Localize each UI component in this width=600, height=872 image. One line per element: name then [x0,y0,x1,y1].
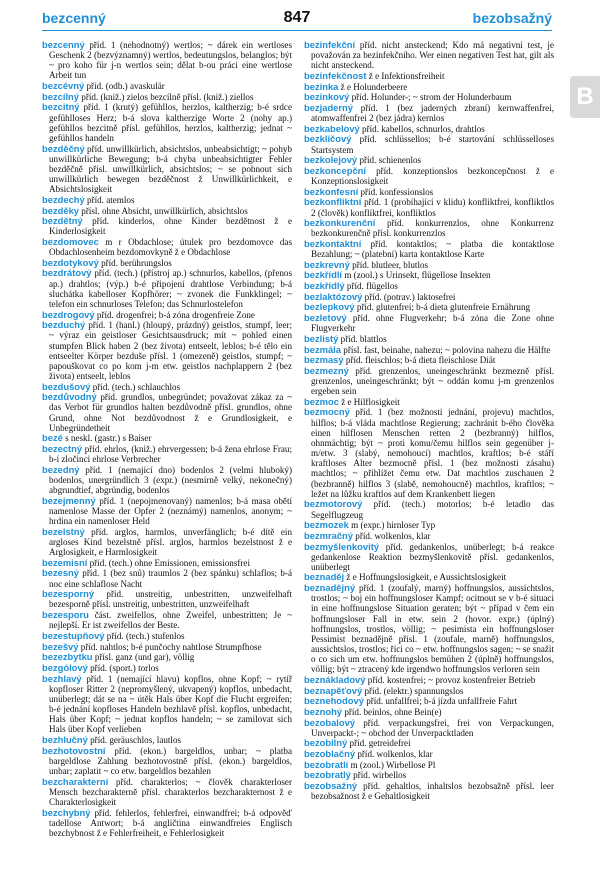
headword: beznapěťový [304,684,363,696]
headword: bezinfekčnost [304,69,367,81]
dictionary-entry [304,82,554,92]
entry-text: příd. wolkenlos, klar [355,530,431,541]
right-guide-word: bezobsažný [472,10,552,26]
entry-text: příd. kontaktlos; ~ platba die kontaktlose Bezahlung; ~ (platební) karta kontaktlose Karte [311,238,554,260]
entry-text: příd. kabellos, schnurlos, drahtlos [362,123,485,134]
entry-text: příd. gedankenlos, unüberlegt; b-á reakce gedankenlose Reaktion bezmyšlenkovitě přísl. gedankenlos, unüberlegt [311,541,554,572]
dictionary-entry [42,310,292,320]
entry-text: příd. 1 (zoufalý, marný) hoffnungslos, aussichtslos, trostlos; ~ boj ein hoffnungsloser Kampf; ocitnout se v b-é situaci in eine hoffnungslose Situation geraten; být ~ případ v čem ein hoffnungsloser Fall in etw. sein 2 (hovor. expr.) (úplný) hoffnungslos, trostlos, völlig; ~ pesimista ein hoffnungsloser Pessimist beznadějně přísl. 1 (zoufale, marně) hoffnungslos, aussichtslos, trostlos; říci co ~ etw. hoffnungslos sagen; ~ se snažit o co sich um etw. hoffnungslos bemühen 2 (úplně) hoffnungslos, völlig; být ~ ztracený kde irgendwo hoffnungslos verloren sein [311,583,554,675]
entry-text: příd. (sport.) torlos [90,662,159,673]
dictionary-entry [42,102,292,143]
entry-text: příd. fehlerlos, fehlerfrei, einwandfrei; b-á odpověď tadellose Antwort; b-á angličtina einwandfreies Englisch bezchybnost ž e Fehlerfreiheit, e Fehlerlosigkeit [49,807,292,838]
entry-text: příd. (ekon.) bargeldlos, unbar; ~ platba bargeldlose Zahlung bezhotovostně přísl. (ekon.) bargeldlos, unbar; zaplatit ~ co etw. bargeldlos bezahlen [49,745,292,776]
entry-text: příd. (odb.) avaskulär [86,81,165,92]
entry-text: příd. atemlos [87,194,135,205]
headword: bezmozek [304,519,349,531]
headword: bezmála [304,343,341,355]
dictionary-entry [304,397,554,407]
headword: bezkřídlý [304,280,345,292]
headword: bezdůvodný [42,391,97,403]
dictionary-entry [42,433,292,443]
headword: bezmračný [304,529,353,541]
dictionary-entry [304,239,554,259]
headword: bezmasý [304,354,344,366]
headword: bezesporu [42,609,89,621]
dictionary-entry [42,216,292,236]
headword: bezinfekční [304,40,356,50]
headword: beznehodový [304,695,364,707]
headword: bezdrátový [42,267,92,279]
headword: beznohý [304,706,343,717]
dictionary-entry [42,642,292,652]
dictionary-entry [304,738,554,748]
headword: bezoblačný [304,748,356,760]
entry-text: příd. arglos, harmlos, unverfänglich; b-é dítě ein argloses Kind bezelstně přísl. arglos, harmlos bezelstnost ž e Arglosigkeit, e Harmlosigkeit [49,526,292,558]
dictionary-entry [304,542,554,572]
entry-text: ž e Holunderbeere [340,81,408,92]
headword: bezdrogový [42,308,95,320]
headword: bezkonfesní [304,185,359,197]
headword: bezedný [42,463,80,475]
headword: bezmyšlenkovitý [304,540,380,552]
dictionary-entry [304,187,554,197]
dictionary-entry [42,496,292,526]
headword: bezejmenný [42,494,96,506]
entry-text: příd. (elektr.) spannungslos [364,685,464,696]
headword: bezhlavý [42,672,82,684]
thumb-index-letter: B [576,83,594,110]
entry-text: příd. konfessionslos [360,186,434,197]
entry-text: přísl. ganz (und gar), völlig [94,652,195,663]
entry-text: příd. 1 (krutý) gefühllos, herzlos, kaltherzig; b-é srdce gefühlloses Herz; b-á slova kaltherzige Worte 2 (nohy ap.) gefühllos bezcitně přísl. gefühllos, herzlos, kaltherzig; jednat ~ gefühllos handeln [49,102,292,143]
entry-text: příd. konkurrenzlos, ohne Konkurrenz bezkonkurenčně přísl. konkurrenzlos [311,218,554,239]
dictionary-entry [42,392,292,433]
dictionary-entry [42,589,292,609]
thumb-index-tab [570,76,600,118]
dictionary-entry [304,407,554,498]
dictionary-entry [42,237,292,257]
entry-text: příd. schienenlos [359,155,422,166]
dictionary-entry [304,260,554,270]
entry-text: příd. flügellos [346,281,398,292]
headword: bezelstný [42,525,85,537]
entry-text: příd. kostenfrei; ~ provoz kostenfreier Betrieb [367,675,536,686]
entry-text: přísl. ohne Absicht, unwillkürlich, absichtslos [81,205,248,216]
dictionary-entry [304,103,554,123]
dictionary-entry [42,320,292,381]
dictionary-entry [42,568,292,588]
entry-text: příd. schlüssellos; b-é startování schlüsselloses Startsystem [311,134,554,155]
entry-text: ž e Hoffnungslosigkeit, e Aussichtslosigkeit [346,572,507,583]
dictionary-entry [304,366,554,396]
dictionary-entry [304,334,554,344]
dictionary-entry [42,558,292,568]
headword: bezkřídlí [304,269,343,281]
entry-text: s neskl. (gastr.) s Baiser [65,433,152,444]
dictionary-entry [42,382,292,392]
headword: bezkonkurenční [304,217,376,229]
dictionary-entry [304,572,554,582]
dictionary-entry [304,531,554,541]
dictionary-entry [304,770,554,780]
headword: bezcílný [42,90,79,102]
entry-text: příd. 1 (nehodnotný) wertlos; ~ dárek ein wertloses Geschenk 2 (bezvýznamný) wertlos, bedeutungslos, belanglos; být ~ pro koho für j-n wertlos sein; dělat b-ou práci eine wertlose Arbeit tun [49,40,292,81]
entry-text: příd. grenzenlos, uneingeschränkt bezmezně přísl. grenzenlos, uneingeschränkt; být ~ oddán komu j-m grenzenlos ergeben sein [311,365,554,397]
entry-text: příd. blattlos [340,333,387,344]
entry-text: příd. unfallfrei; b-á jízda unfallfreie Fahrt [366,696,518,707]
right-column [304,40,554,866]
headword: bezé [42,432,63,444]
entry-text: ž e Hilflosigkeit [341,396,400,407]
dictionary-entry [42,746,292,776]
dictionary-entry [42,663,292,673]
headword: bezjaderný [304,101,353,113]
headword: bezděky [42,204,79,216]
dictionary-entry [304,718,554,738]
entry-text: příd. getreidefrei [349,738,411,749]
entry-text: příd. kinderlos, ohne Kinder bezdětnost ž e Kinderlosigkeit [49,216,292,237]
headword: bezdotykový [42,256,99,268]
headword: bezesporný [42,588,95,600]
dictionary-entry [304,302,554,312]
headword: bezectný [42,443,83,455]
dictionary-entry [42,444,292,464]
dictionary-entry [304,270,554,280]
page-number: 847 [283,9,311,26]
headword: bezlaktózový [304,290,363,302]
entry-text: příd. (tech.) ohne Emissionen, emissionsfrei [89,557,250,568]
entry-text: příd. gehaltlos, inhaltslos bezobsažně přísl. leer bezobsažnost ž e Gehaltlosigkeit [311,781,554,802]
dictionary-entry [304,71,554,81]
entry-text: příd. geräuschlos, lautlos [90,734,182,745]
entry-text: příd. charakterlos; ~ člověk charakterloser Mensch bezcharakterně přísl. charakterlos bezcharakternost ž e Charakterlosigkeit [49,776,292,807]
entry-text: příd. (tech.) (přístroj ap.) schnurlos, kabellos, (přenos ap.) drahtlos; (výp.) b-é připojení drahtlose Verbindung; b-á sluchátka kabelloser Kopfhörer; ~ zvonek die Funkklingel; ~ telefon ein schnurloses Telefon; das Schnurlostelefon [49,268,292,309]
entry-text: příd. glutenfrei; b-á dieta glutenfreie Ernährung [356,302,531,313]
headword: bezcitný [42,101,80,113]
headword: bezobratlí [304,758,349,770]
headword: bezezbytku [42,651,93,663]
dictionary-entry [42,92,292,102]
dictionary-entry [42,808,292,838]
entry-text: příd. ohne Flugverkehr; b-á zóna die Zone ohne Flugverkehr [311,313,554,334]
entry-text: příd. 1 (hanl.) (hloupý, prázdný) geistlos, stumpf, leer; ~ výraz ein geistloser Gesichtsausdruck; mít ~ pohled einen stumpfen Blick haben 2 (bez života) entseelt, leblos; b-é tělo ein entseelter Körper bezduše přísl. 1 (omezeně) geistlos, stumpf; ~ papouškovat co po kom j-m etw. geistlos nachplappern 2 (bez života) entseelt, leblos [49,320,292,381]
headword: bezcévný [42,80,85,92]
dictionary-entry [304,749,554,759]
dictionary-entry [304,499,554,519]
dictionary-entry [304,686,554,696]
headword: bezmotorový [304,498,363,510]
entry-text: příd. wolkenlos, klar [357,749,433,760]
headword: bezešvý [42,640,79,652]
dictionary-entry [304,281,554,291]
entry-text: příd. grundlos, unbegründet; považovat zákaz za ~ das Verbot für grundlos halten bezdůvodně přísl. grundlos, ohne Grund, ohne Not bezdůvodnost ž e Grundlosigkeit, e Unbegründetheit [49,392,292,433]
dictionary-entry [304,40,554,70]
headword: bezkabelový [304,122,360,134]
dictionary-entry [304,313,554,333]
dictionary-entry [42,195,292,205]
dictionary-entry [304,696,554,706]
headword: bezmocný [304,406,350,418]
dictionary-entry [304,760,554,770]
dictionary-entry [304,781,554,801]
headword: bezestupňový [42,629,105,641]
dictionary-entry [304,292,554,302]
headword: bezemisní [42,556,88,568]
entry-text: příd. 1 (bez snů) traumlos 2 (bez spánku) schlaflos; b-á noc eine schlaflose Nacht [49,568,292,589]
entry-text: příd. beinlos, ohne Bein(e) [344,707,442,717]
entry-text: příd. konzeptionslos bezkoncepčnost ž e Konzeptionslosigkeit [311,165,554,187]
dictionary-columns [42,40,554,866]
dictionary-entry [304,92,554,102]
dictionary-entry [42,40,292,81]
dictionary-entry [304,155,554,165]
dictionary-entry [42,206,292,216]
entry-text: příd. 1 (bez možnosti jednání, projevu) machtlos, hilflos; b-á vláda machtlose Regierung; zachránit b-ého člověka einen hilflosen Menschen retten 2 (bezbranný) hilflos, ohnmächtig; být ~ proti komu/čemu hilflos sein gegenüber j-m/etw. 3 (slabý, nemohoucí) machtlos, kraftlos; b-é stáří kraftloses Alter bezmocně přísl. 1 (bez možnosti zásahu) machtlos; ~ přihlížet čemu etw. Dat machtlos zuschauen 2 (bezbranně) hilflos 3 (slabě, nemohoucně) machtlos, kraftlos; ~ ležet na lůžku kraftlos auf dem Krankenbett liegen [311,407,554,499]
entry-text: příd. fleischlos; b-á dieta fleischlose Diät [345,355,496,366]
headword: beznaděj [304,571,345,583]
headword: bezdechý [42,193,85,205]
entry-text: příd. verpackungsfrei, frei von Verpackungen, Unverpackt-; ~ obchod der Unverpacktladen [311,717,554,738]
entry-text: přísl. fast, beinahe, nahezu; ~ polovina nahezu die Hälfte [343,344,551,355]
dictionary-entry [304,197,554,217]
dictionary-entry [42,81,292,91]
dictionary-entry [42,527,292,557]
entry-text: m (zool.) s Urinsekt, flügellose Insekten [344,270,491,281]
headword: bezkrevný [304,258,350,270]
headword: bezkolejový [304,154,358,166]
headword: bezklíčový [304,133,352,145]
running-header [42,8,552,30]
headword: bezcenný [42,40,85,50]
headword: bezobalový [304,716,356,728]
headword: bezdomovec [42,235,99,247]
dictionary-entry [304,583,554,674]
dictionary-entry [304,345,554,355]
headword: bezinkový [304,91,350,103]
headword: bezinka [304,80,339,92]
left-column [42,40,292,866]
headword: bezděčný [42,142,85,154]
headword: bezesný [42,567,79,579]
dictionary-entry [304,218,554,238]
dictionary-entry [42,631,292,641]
headword: bezdušový [42,380,91,392]
entry-text: příd. nicht ansteckend; Kdo má negativní test, je považován za bezinfekčního. Wer einen negativen Test hat, gilt als nicht ansteckend. [311,40,554,71]
headword: bezkontaktní [304,237,362,249]
entry-text: příd. 1 (nepojmenovaný) namenlos; b-á masa obětí namenlose Masse der Opfer 2 (neznámý) namenlos, anonym; ~ hrdina ein namenloser Held [49,495,292,527]
headword: bezhlučný [42,733,88,745]
entry-text: příd. blutleer, blutlos [352,259,429,270]
entry-text: m (expr.) hirnloser Typ [351,520,436,531]
entry-text: ž e Infektionsfreiheit [368,70,445,81]
dictionary-entry [42,465,292,495]
entry-text: příd. 1 (bez jaderných zbraní) kernwaffenfrei, atomwaffenfrei 2 (bez jádra) kernlos [311,102,554,124]
dictionary-entry [42,144,292,195]
entry-text: m r Obdachlose; útulek pro bezdomovce das Obdachlosenheim bezdomovkyně ž e Obdachlose [49,236,292,258]
entry-text: příd. 1 (nemající hlavu) kopflos, ohne Kopf; ~ rytíř kopfloser Ritter 2 (nepromyšlený, ukvapený) kopflos, unbedacht, unüberlegt; dát se na ~ útěk Hals über Kopf die Flucht ergreifen; b-é jednání kopfloses Handeln bezhlavě přísl. kopflos, unbedacht, Hals über Kopf; ~ jednat kopflos handeln; ~ se zamilovat sich Hals über Kopf verlieben [49,673,292,735]
dictionary-entry [42,652,292,662]
dictionary-entry [304,355,554,365]
entry-text: příd. drogenfrei; b-á zóna drogenfreie Zone [96,309,255,320]
entry-text: příd. unwillkürlich, absichtslos, unbeabsichtigt; ~ pohyb unwillkürliche Bewegung; b-á chyba unbeabsichtigter Fehler bezděčně přísl. unwillkürlich, absichtslos; ~ se pohnout sich unwillkürlich bewegen bezděčnost ž Unwillkürlichkeit, e Absichtslosigkeit [49,143,292,195]
headword: bezhotovostní [42,744,106,756]
headword: bezgólový [42,661,88,673]
header-rule [42,30,552,31]
dictionary-entry [42,268,292,309]
dictionary-entry [304,124,554,134]
dictionary-entry [42,674,292,735]
dictionary-entry [304,707,554,717]
headword: bezdětný [42,215,83,227]
headword: bezlepkový [304,301,355,313]
entry-text: příd. (tech.) motorlos; b-é letadlo das Segelflugzeug [311,499,554,520]
dictionary-entry [304,166,554,186]
entry-text: příd. unstreitig, unbestritten, unzweifelhaft bezesporně přísl. unstreitig, unbestritten, unzweifelhaft [49,589,292,610]
headword: bezmezný [304,364,349,376]
entry-text: příd. 1 (nemající dno) bodenlos 2 (velmi hluboký) bodenlos, unergründlich 3 (expr.) (nesmírně velký, nekonečný) abgrundtief, abgründig, bodenlos [49,464,292,496]
dictionary-entry [42,610,292,630]
headword: bezcharakterní [42,775,109,787]
entry-text: příd. Holunder-; ~ strom der Holunderbaum [351,92,512,103]
headword: bezletový [304,312,347,324]
entry-text: část. zweifellos, ohne Zweifel, unbestritten; Je ~ nejlepší. Er ist zweifellos der Beste. [49,610,292,631]
headword: bezobilný [304,737,348,749]
headword: bezobsažný [304,780,358,792]
headword: bezchybný [42,806,91,818]
dictionary-entry [42,258,292,268]
left-guide-word: bezcenný [42,10,106,26]
dictionary-entry [304,675,554,685]
headword: bezkonfliktní [304,196,362,208]
headword: bezlistý [304,332,339,344]
headword: bezmoc [304,395,339,407]
entry-text: příd. (tech.) stufenlos [106,630,185,641]
dictionary-entry [304,134,554,154]
dictionary-entry [304,520,554,530]
headword: bezkoncepční [304,164,366,176]
headword: beznadějný [304,582,356,594]
dictionary-entry [42,777,292,807]
dictionary-entry [42,735,292,745]
entry-text: příd. nahtlos; b-é punčochy nahtlose Strumpfhose [80,641,262,652]
headword: bezduchý [42,319,86,331]
entry-text: příd. berührungslos [101,257,172,268]
headword: beznákladový [304,674,366,686]
entry-text: příd. (potrav.) laktosefrei [364,291,456,302]
headword: bezobratlý [304,769,351,781]
entry-text: příd. wirbellos [353,770,407,781]
entry-text: m (zool.) Wirbellose Pl [350,759,436,770]
entry-text: příd. ehrlos, (kniž.) ehrvergessen; b-á žena ehrlose Frau; b-í zločinci ehrlose Verbrecher [49,444,292,465]
entry-text: příd. (tech.) schlauchlos [92,381,181,392]
entry-text: příd. (kniž.) zielos bezcílně přísl. (kniž.) ziellos [81,91,254,102]
entry-text: příd. 1 (probíhající v klidu) konfliktfrei, konfliktlos 2 (člověk) konfliktfrei, konfliktlos [311,197,554,218]
